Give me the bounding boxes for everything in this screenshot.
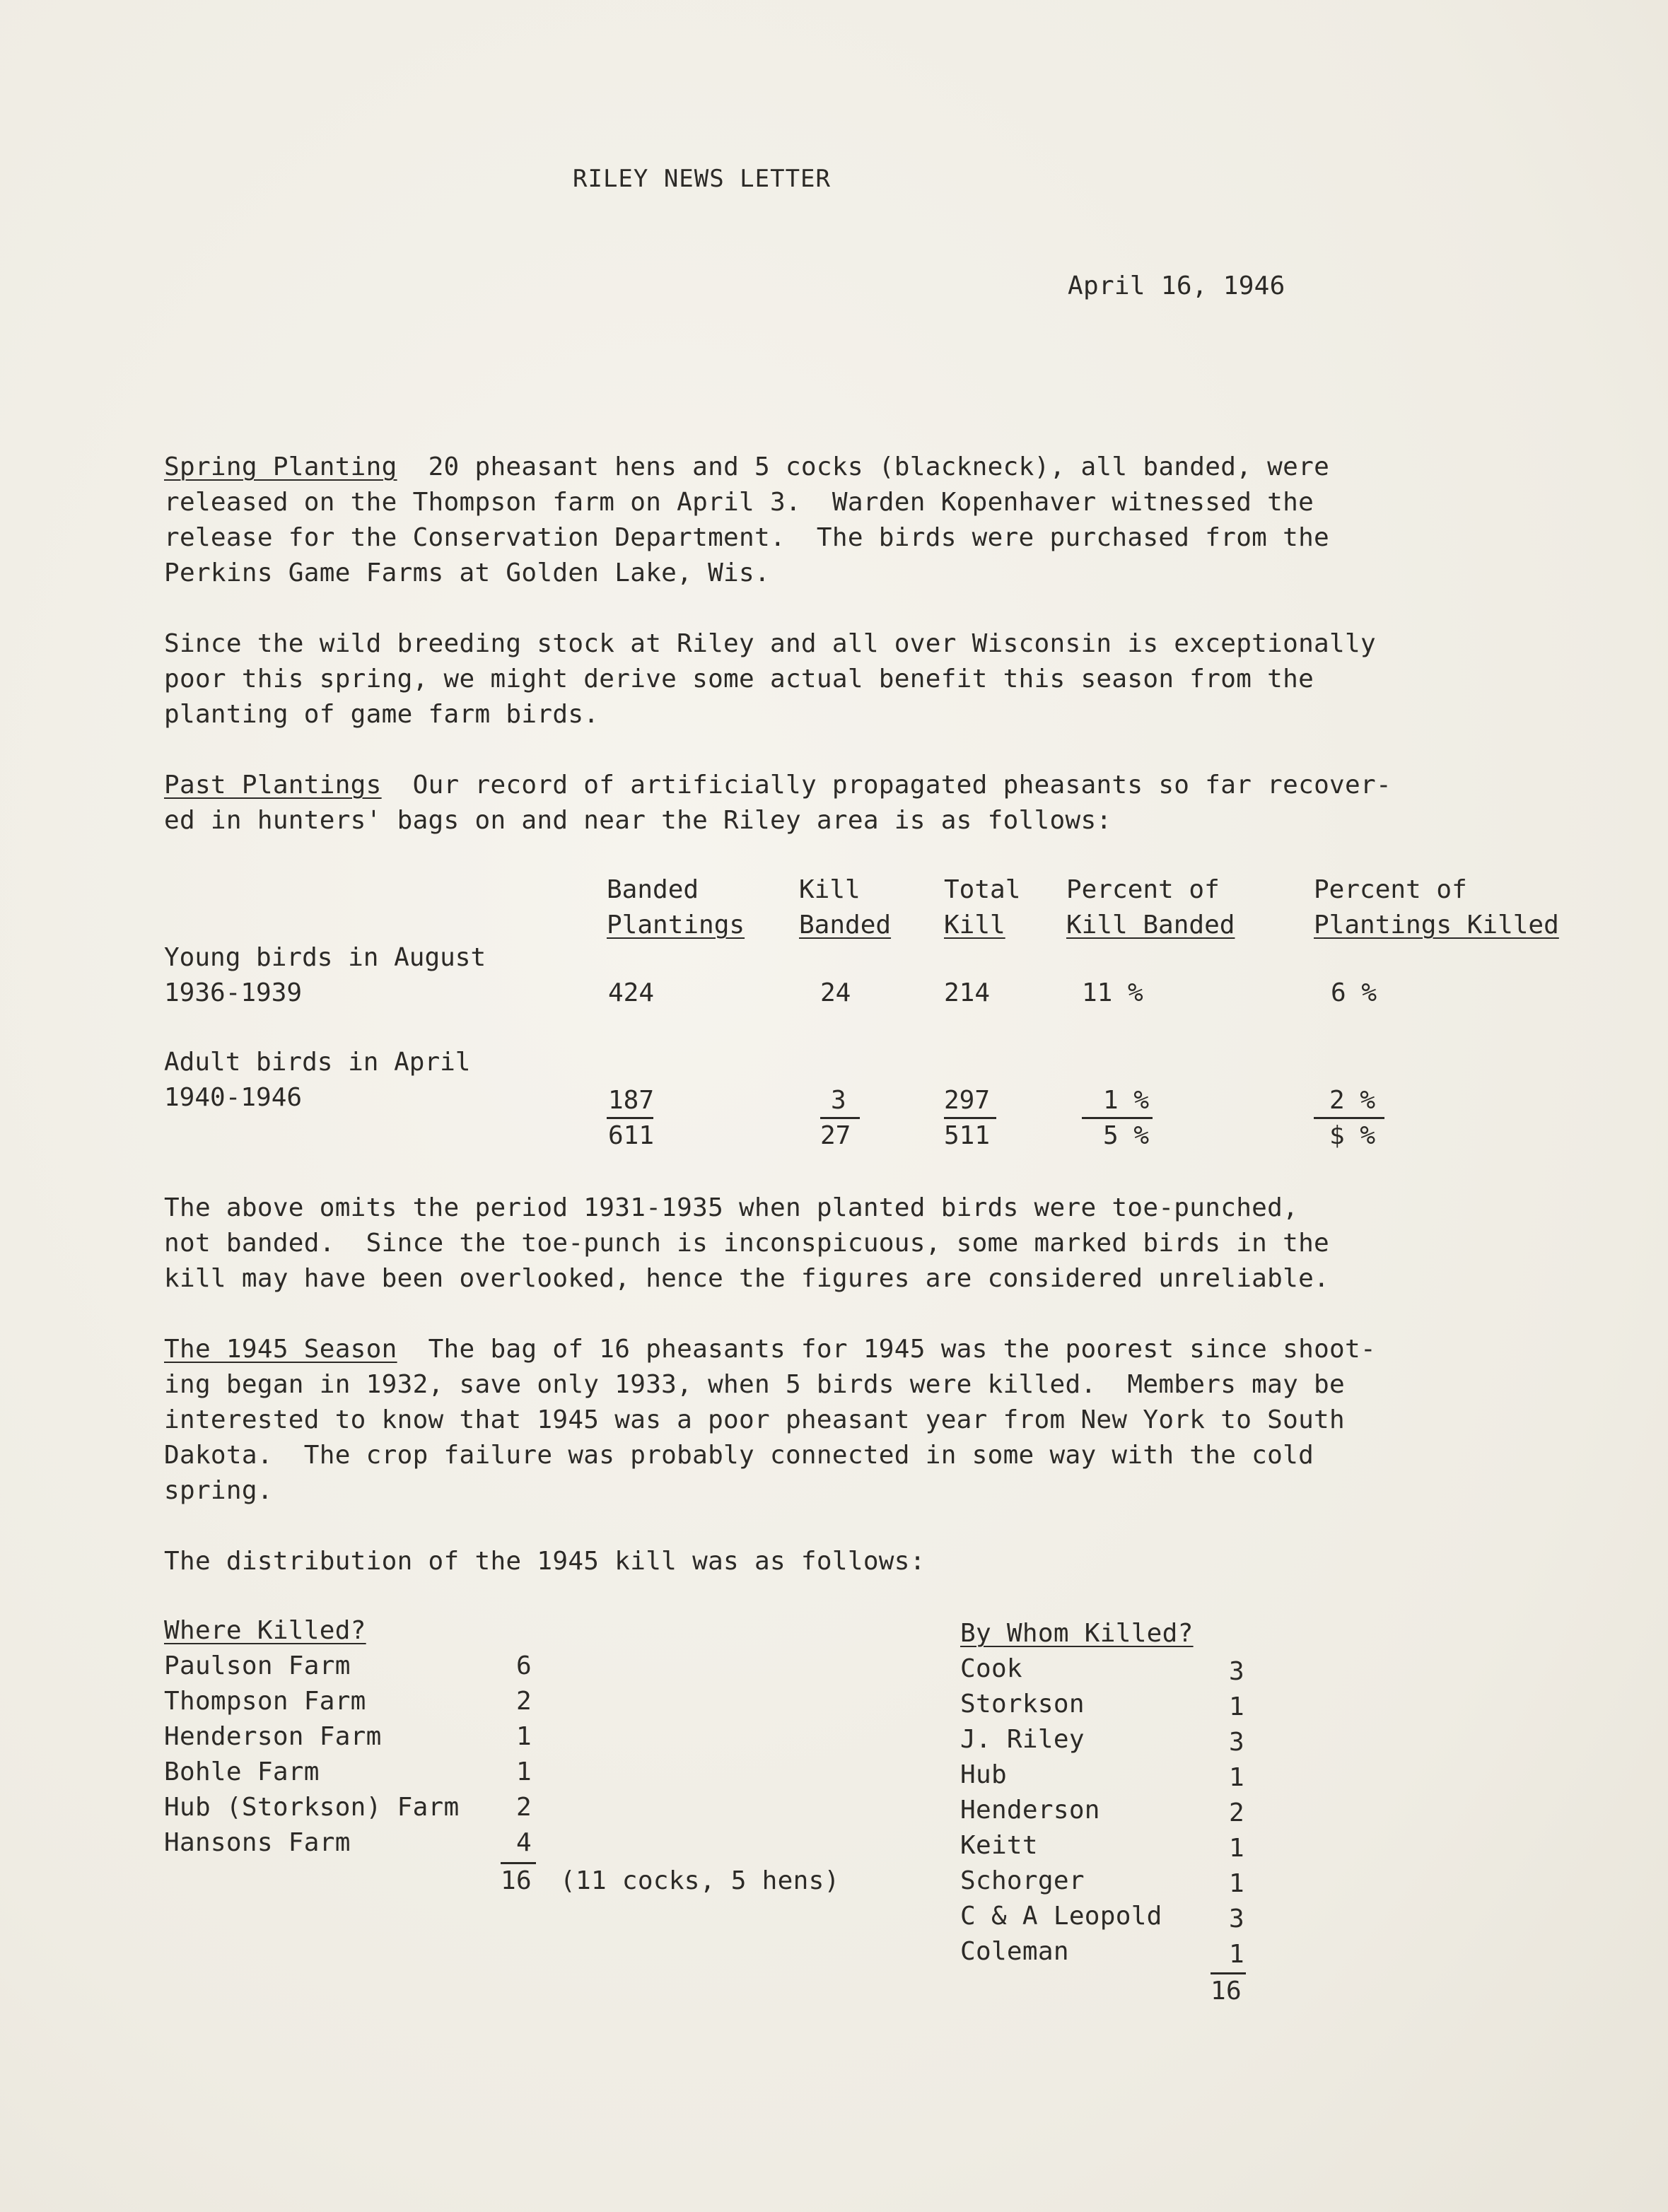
by-whom-name: Schorger xyxy=(960,1866,1085,1895)
where-killed-count: 2 xyxy=(516,1687,532,1716)
season-line-2: ing began in 1932, save only 1933, when 5 birds were killed. Members may be xyxy=(164,1370,1346,1399)
where-killed-total: 16 xyxy=(501,1866,532,1895)
where-killed-count: 6 xyxy=(516,1651,532,1680)
past-plantings-line-1: Past Plantings Our record of artificially propagated pheasants so far recover- xyxy=(164,771,1392,800)
row-adult-percent-kill-banded: 1 % xyxy=(1103,1086,1150,1115)
header-banded-plantings-1: Banded xyxy=(607,875,699,904)
where-killed-count: 4 xyxy=(516,1828,532,1857)
total-percent-kill-banded: 5 % xyxy=(1103,1121,1150,1150)
header-kill-banded-2: Banded xyxy=(799,911,892,940)
where-killed-name: Paulson Farm xyxy=(164,1651,351,1680)
total-total-kill: 511 xyxy=(944,1121,991,1150)
season-line-1: The 1945 Season The bag of 16 pheasants for 1945 was the poorest since shoot- xyxy=(164,1335,1376,1364)
header-total-kill-1: Total xyxy=(944,875,1021,904)
season-line-4: Dakota. The crop failure was probably connected in some way with the cold xyxy=(164,1441,1314,1470)
total-percent-plantings-killed: $ % xyxy=(1329,1121,1376,1150)
row-young-percent-kill-banded: 11 % xyxy=(1082,978,1143,1007)
by-whom-total: 16 xyxy=(1211,1977,1242,2006)
by-whom-count: 3 xyxy=(1229,1904,1244,1933)
by-whom-count: 1 xyxy=(1229,1869,1244,1898)
header-kill-banded-1: Kill xyxy=(799,875,861,904)
where-killed-count: 1 xyxy=(516,1722,532,1751)
where-killed-name: Henderson Farm xyxy=(164,1722,382,1751)
past-plantings-line-2: ed in hunters' bags on and near the Riley area is as follows: xyxy=(164,806,1112,835)
spring-planting-line-1: Spring Planting 20 pheasant hens and 5 cocks (blackneck), all banded, were xyxy=(164,452,1330,481)
by-whom-name: C & A Leopold xyxy=(960,1902,1162,1931)
header-percent-kill-banded-2: Kill Banded xyxy=(1066,911,1235,940)
by-whom-count: 1 xyxy=(1229,1940,1244,1969)
past-plantings-heading: Past Plantings xyxy=(164,771,382,800)
by-whom-count: 3 xyxy=(1229,1657,1244,1686)
row-adult-total-kill: 297 xyxy=(944,1086,991,1115)
wild-stock-line-3: planting of game farm birds. xyxy=(164,700,600,729)
newsletter-title: RILEY NEWS LETTER xyxy=(573,165,831,193)
header-percent-plantings-killed-2: Plantings Killed xyxy=(1314,911,1559,940)
wild-stock-line-1: Since the wild breeding stock at Riley and all over Wisconsin is exceptionally xyxy=(164,629,1376,658)
by-whom-count: 1 xyxy=(1229,1834,1244,1863)
total-kill-banded: 27 xyxy=(820,1121,851,1150)
row-adult-label-1: Adult birds in April xyxy=(164,1048,471,1077)
newsletter-date: April 16, 1946 xyxy=(1068,271,1285,300)
omits-line-3: kill may have been overlooked, hence the figures are considered unreliable. xyxy=(164,1264,1330,1293)
by-whom-name: Henderson xyxy=(960,1796,1100,1825)
by-whom-heading: By Whom Killed? xyxy=(960,1619,1194,1648)
by-whom-name: Storkson xyxy=(960,1690,1085,1719)
row-young-percent-plantings-killed: 6 % xyxy=(1331,978,1377,1007)
by-whom-name: Coleman xyxy=(960,1937,1069,1966)
where-killed-count: 1 xyxy=(516,1757,532,1786)
header-percent-plantings-killed-1: Percent of xyxy=(1314,875,1467,904)
by-whom-count: 2 xyxy=(1229,1798,1244,1827)
total-banded-plantings: 611 xyxy=(608,1121,655,1150)
header-total-kill-2: Kill xyxy=(944,911,1005,940)
by-whom-name: Keitt xyxy=(960,1831,1038,1860)
by-whom-name: Cook xyxy=(960,1654,1022,1683)
spring-planting-line-3: release for the Conservation Department. The birds were purchased from the xyxy=(164,523,1330,552)
where-killed-name: Thompson Farm xyxy=(164,1687,366,1716)
where-killed-total-note: (11 cocks, 5 hens) xyxy=(560,1866,840,1895)
where-killed-count: 2 xyxy=(516,1793,532,1822)
row-young-kill-banded: 24 xyxy=(820,978,851,1007)
row-young-total-kill: 214 xyxy=(944,978,991,1007)
where-killed-name: Hub (Storkson) Farm xyxy=(164,1793,460,1822)
spring-planting-heading: Spring Planting xyxy=(164,452,397,481)
row-adult-percent-plantings-killed: 2 % xyxy=(1329,1086,1376,1115)
by-whom-count: 1 xyxy=(1229,1763,1244,1792)
where-killed-name: Bohle Farm xyxy=(164,1757,320,1786)
row-adult-label-2: 1940-1946 xyxy=(164,1083,303,1112)
spring-planting-line-2: released on the Thompson farm on April 3. Warden Kopenhaver witnessed the xyxy=(164,488,1314,517)
omits-line-2: not banded. Since the toe-punch is inconspicuous, some marked birds in the xyxy=(164,1229,1330,1258)
header-banded-plantings-2: Plantings xyxy=(607,911,745,940)
row-young-label-1: Young birds in August xyxy=(164,943,486,972)
where-killed-heading: Where Killed? xyxy=(164,1616,366,1645)
by-whom-name: J. Riley xyxy=(960,1725,1085,1754)
season-1945-heading: The 1945 Season xyxy=(164,1335,397,1364)
wild-stock-line-2: poor this spring, we might derive some actual benefit this season from the xyxy=(164,665,1314,694)
season-line-3: interested to know that 1945 was a poor pheasant year from New York to South xyxy=(164,1405,1346,1434)
omits-line-1: The above omits the period 1931-1935 when planted birds were toe-punched, xyxy=(164,1193,1299,1222)
where-killed-name: Hansons Farm xyxy=(164,1828,351,1857)
row-adult-kill-banded: 3 xyxy=(831,1086,846,1115)
distribution-intro: The distribution of the 1945 kill was as follows: xyxy=(164,1547,926,1576)
row-young-label-2: 1936-1939 xyxy=(164,978,303,1007)
spring-planting-line-4: Perkins Game Farms at Golden Lake, Wis. xyxy=(164,558,770,587)
header-percent-kill-banded-1: Percent of xyxy=(1066,875,1220,904)
row-young-banded-plantings: 424 xyxy=(608,978,655,1007)
by-whom-count: 1 xyxy=(1229,1692,1244,1721)
by-whom-name: Hub xyxy=(960,1760,1007,1789)
season-line-5: spring. xyxy=(164,1476,273,1505)
by-whom-count: 3 xyxy=(1229,1728,1244,1757)
row-adult-banded-plantings: 187 xyxy=(608,1086,655,1115)
